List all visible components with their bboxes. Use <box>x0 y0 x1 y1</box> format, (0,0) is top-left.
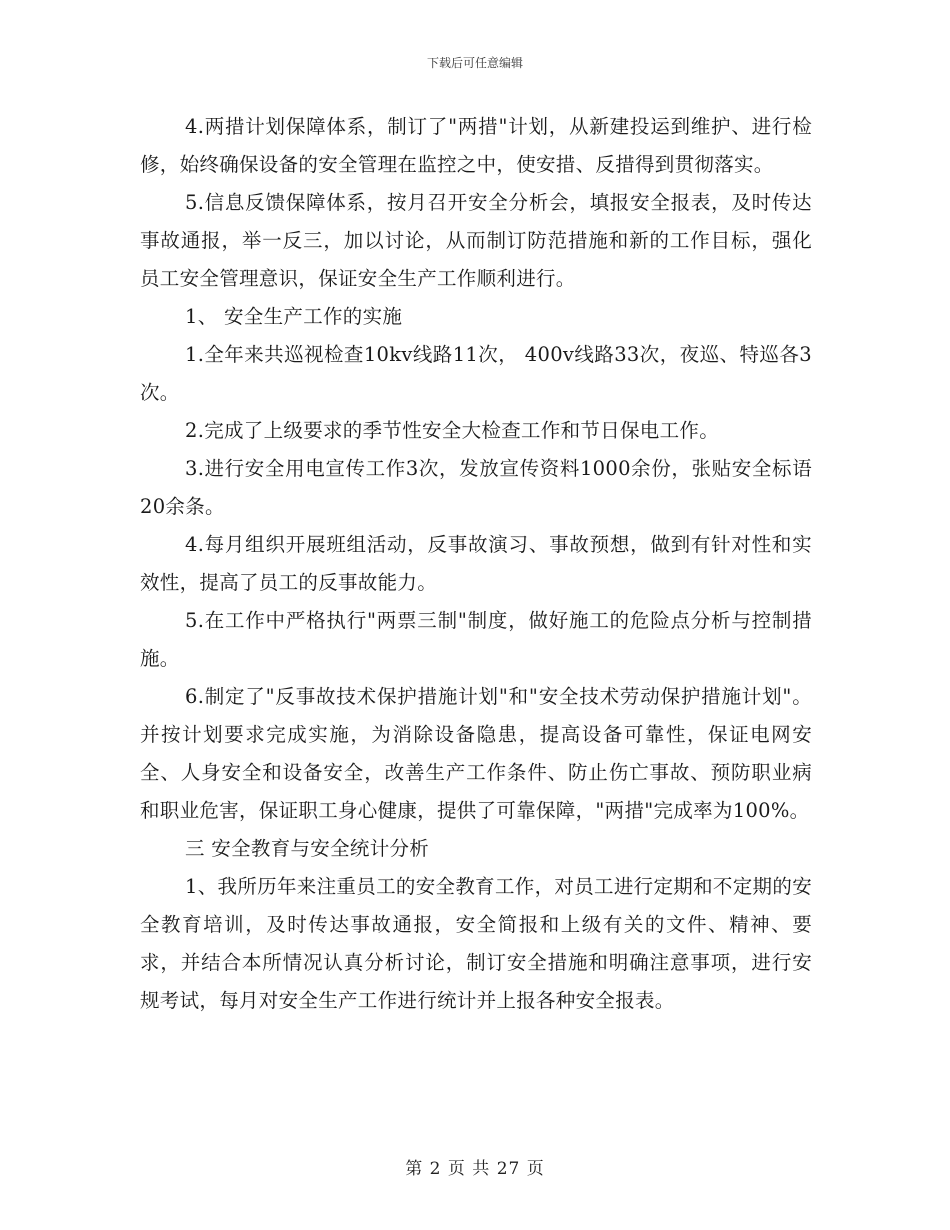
section-heading-safety-implementation: 1、 安全生产工作的实施 <box>185 305 403 328</box>
paragraph-team-activities: 4.每月组织开展班组活动，反事故演习、事故预想，做到有针对性和实效性，提高了员工的反事故能力。 <box>140 533 812 594</box>
section-heading-safety-education: 三 安全教育与安全统计分析 <box>185 837 430 860</box>
paragraph-measures-plan: 6.制定了"反事故技术保护措施计划"和"安全技术劳动保护措施计划"。并按计划要求完成实施，为消除设备隐患，提高设备可靠性，保证电网安全、人身安全和设备安全，改善生产工作条件、防止伤亡事故、预防职业病和职业危害，保证职工身心健康，提供了可靠保障，"两措"完成率为100%。 <box>140 685 812 822</box>
page-number-footer: 第 2 页 共 27 页 <box>405 1159 545 1179</box>
page-header-note: 下载后可任意编辑 <box>426 56 523 70</box>
paragraph-line-inspection: 1.全年来共巡视检查10kv线路11次， 400v线路33次，夜巡、特巡各3次。 <box>140 343 812 404</box>
paragraph-info-feedback-system: 5.信息反馈保障体系，按月召开安全分析会，填报安全报表，及时传达事故通报，举一反三，加以讨论，从而制订防范措施和新的工作目标，强化员工安全管理意识，保证安全生产工作顺利进行。 <box>140 191 812 290</box>
document-body <box>140 108 812 1020</box>
paragraph-two-measures-system: 4.两措计划保障体系，制订了"两措"计划，从新建投运到维护、进行检修，始终确保设备的安全管理在监控之中，使安措、反措得到贯彻落实。 <box>140 115 812 176</box>
paragraph-seasonal-inspection: 2.完成了上级要求的季节性安全大检查工作和节日保电工作。 <box>185 419 720 442</box>
paragraph-publicity-work: 3.进行安全用电宣传工作3次，发放宣传资料1000余份，张贴安全标语20余条。 <box>140 457 812 518</box>
paragraph-safety-education: 1、我所历年来注重员工的安全教育工作，对员工进行定期和不定期的安全教育培训，及时传达事故通报，安全简报和上级有关的文件、精神、要求，并结合本所情况认真分析讨论，制订安全措施和明确注意事项，进行安规考试，每月对安全生产工作进行统计并上报各种安全报表。 <box>140 875 812 1012</box>
paragraph-two-tickets-three-systems: 5.在工作中严格执行"两票三制"制度，做好施工的危险点分析与控制措施。 <box>140 609 812 670</box>
